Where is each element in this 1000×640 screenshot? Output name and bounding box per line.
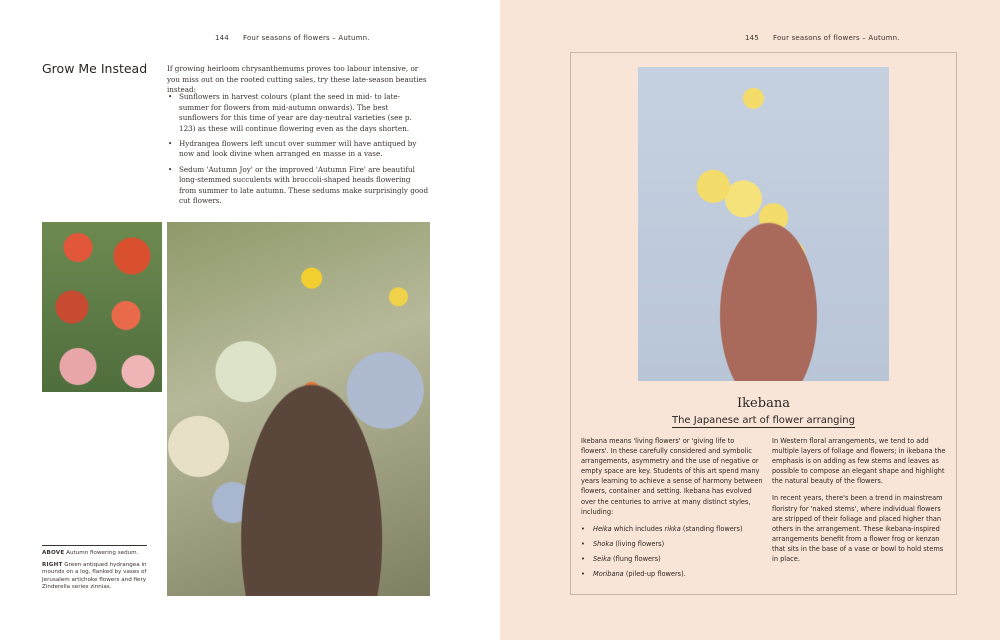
- style-name: Heika: [593, 524, 612, 533]
- ikebana-photo: [638, 67, 889, 381]
- list-item: [581, 524, 763, 534]
- ikebana-subtitle: [570, 415, 957, 426]
- style-name: Shoka: [593, 539, 614, 548]
- left-running-head: [215, 34, 370, 42]
- style-text: (flung flowers): [610, 554, 661, 563]
- left-page-number: 144: [215, 34, 229, 42]
- list-item: • Hydrangea flowers left uncut over summer will have antiqued by now and look divine when arranged en masse in a vase.: [167, 139, 429, 160]
- grow-list: [167, 92, 429, 211]
- right-running-head: [745, 34, 900, 42]
- list-item: • Sedum 'Autumn Joy' or the improved 'Autumn Fire' are beautiful long-stemmed succulents with broccoli-shaped heads flowering from summer to late autumn. These sedums make surprisingly good cut flowers.: [167, 165, 429, 207]
- ikebana-column-right: [772, 436, 950, 571]
- style-name: Seika: [593, 554, 611, 563]
- ikebana-paragraph: In recent years, there's been a trend in mainstream floristry for 'naked stems', where individual flowers are stripped of their foliage and placed higher than others in the arrangement. These ikebana-inspired arrangements benefit from a flower frog or kenzan that sits in the base of a vase or bowl to hold stems in place.: [772, 494, 944, 564]
- style-text: which includes: [611, 524, 665, 533]
- ikebana-intro-paragraph: Ikebana means 'living flowers' or 'giving life to flowers'. In these carefully considered and symbolic arrangements, asymmetry and the use of negative or empty space are key. Students of this art spend many years learning to achieve a sense of harmony between flowers, container and setting. Ikebana has evolved over the centuries to arrive at many distinct styles, including:: [581, 437, 763, 516]
- ikebana-subtitle-text: The Japanese art of flower arranging: [671, 415, 855, 426]
- ikebana-title: Ikebana: [737, 396, 790, 411]
- list-item: • Sunflowers in harvest colours (plant the seed in mid- to late-summer for flowers from mid-autumn onwards). The best sunflowers for this time of year are day-neutral varieties (see p. 123) as these will continue flowering even as the days shorten.: [167, 92, 429, 134]
- hydrangea-photo: [167, 222, 430, 596]
- left-running-title: Four seasons of flowers – Autumn.: [242, 34, 370, 42]
- right-running-title: Four seasons of flowers – Autumn.: [772, 34, 900, 42]
- sedum-photo: [42, 222, 162, 392]
- caption-right-label: RIGHT: [42, 561, 63, 568]
- intro-paragraph: If growing heirloom chrysanthemums proves too labour intensive, or you miss out on the rooted cutting sales, try these late-season beauties instead:: [167, 64, 427, 95]
- photo-caption: [42, 545, 147, 596]
- style-text: (piled-up flowers).: [623, 570, 686, 579]
- ikebana-styles-list: [581, 524, 763, 579]
- style-text: (standing flowers): [680, 524, 743, 533]
- section-title: Grow Me Instead: [42, 61, 148, 76]
- ikebana-column-left: [581, 436, 763, 584]
- ikebana-paragraph: In Western floral arrangements, we tend to add multiple layers of foliage and flowers; in ikebana the emphasis is on adding as few stems and leaves as possible to compose an elegant shape and highlight the natural beauty of the flowers.: [772, 437, 946, 486]
- list-item: [581, 569, 763, 579]
- caption-above-label: ABOVE: [42, 550, 65, 556]
- list-item: [581, 539, 763, 549]
- right-page-number: 145: [745, 34, 759, 42]
- style-text: (living flowers): [613, 539, 665, 548]
- list-item: [581, 554, 763, 564]
- caption-above-text: Autumn flowering sedum.: [66, 550, 139, 556]
- caption-right-text: Green antiqued hydrangea in mounds on a log, flanked by vases of Jerusalem artichoke flowers and fiery Zinderella series zinnias.: [42, 561, 147, 591]
- style-name: Moribana: [593, 570, 624, 579]
- style-name: rikka: [664, 524, 681, 533]
